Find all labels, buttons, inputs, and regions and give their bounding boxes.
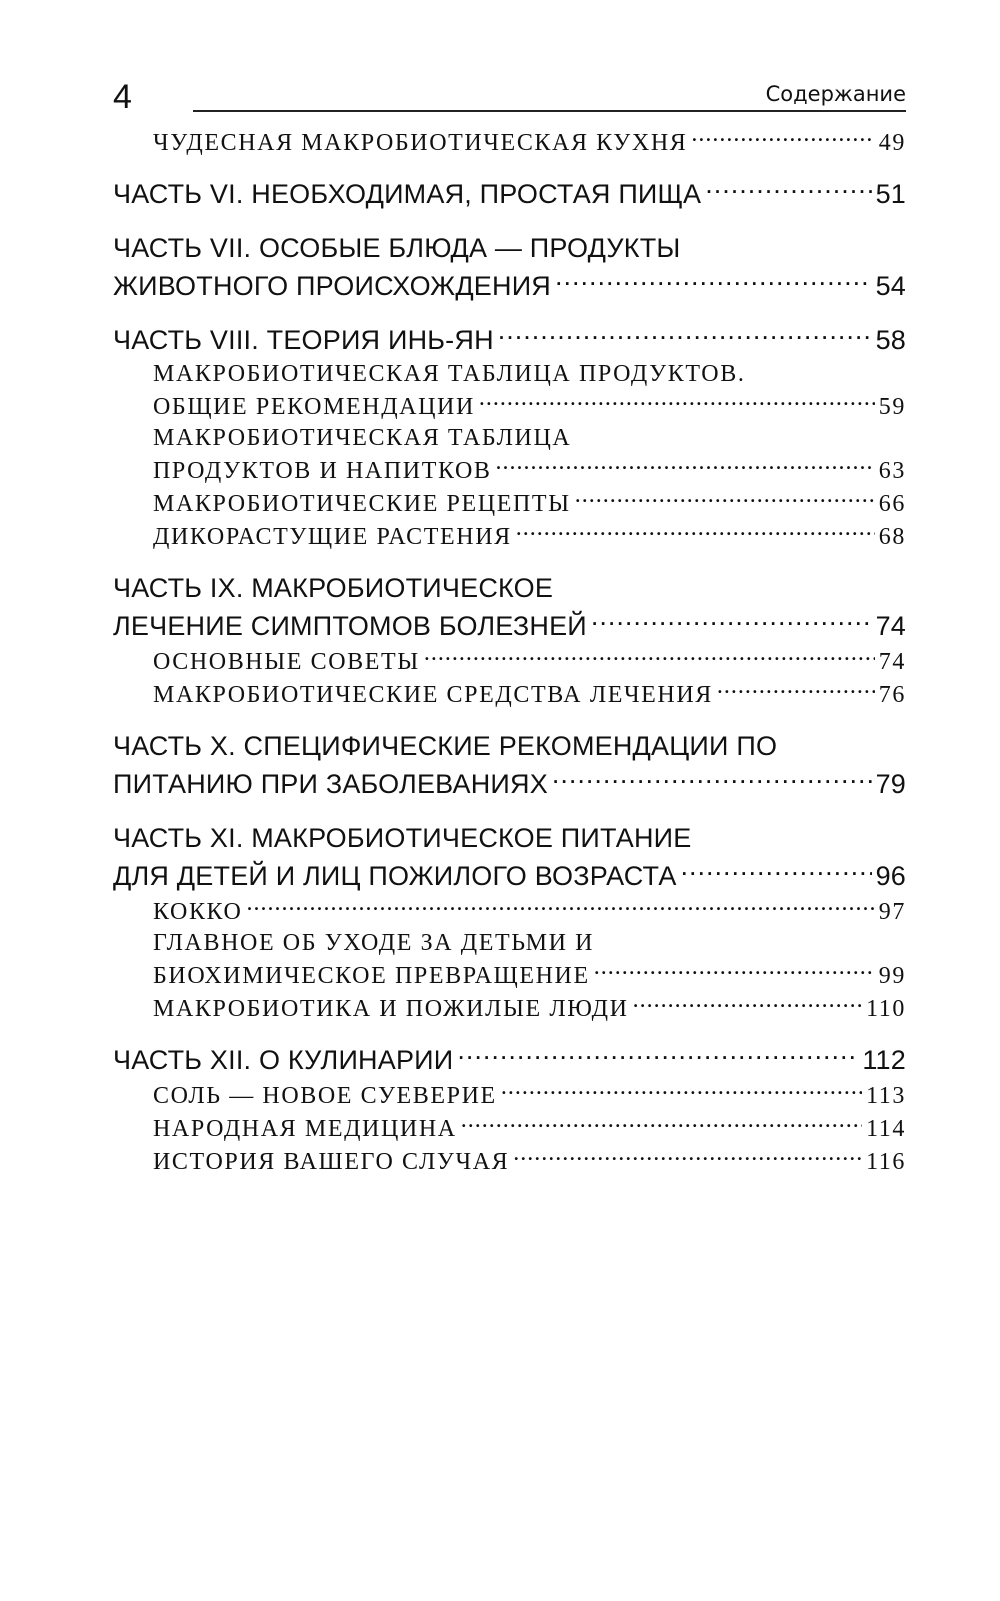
toc-section [113, 229, 906, 305]
dot-leader [479, 390, 875, 414]
toc-part-entry [113, 819, 906, 895]
toc-sub-entry [113, 1145, 906, 1178]
toc-sub-entry [113, 645, 906, 678]
toc-entry-title: ЧАСТЬ VII. ОСОБЫЕ БЛЮДА — ПРОДУКТЫ [113, 233, 681, 263]
dot-leader [575, 487, 875, 511]
toc-line [113, 487, 906, 520]
toc-line [113, 819, 906, 857]
dot-leader [501, 1079, 862, 1103]
toc-line [113, 569, 906, 607]
dot-leader [498, 322, 872, 349]
toc-sub-entry [113, 487, 906, 520]
toc-entry-title: ЖИВОТНОГО ПРОИСХОЖДЕНИЯ [113, 271, 552, 301]
toc-page-number: 99 [878, 963, 906, 989]
dot-leader [552, 766, 872, 793]
toc-section [113, 569, 906, 711]
toc-line [113, 454, 906, 487]
toc-section [113, 819, 906, 1025]
toc-line [113, 359, 906, 390]
toc-line [113, 1145, 906, 1178]
toc-sub-entry [113, 423, 906, 487]
toc-entry-title: КОККО [153, 899, 243, 925]
toc-entry-title: ЧАСТЬ XI. МАКРОБИОТИЧЕСКОЕ ПИТАНИЕ [113, 823, 692, 853]
toc-sub-entry [113, 1112, 906, 1145]
toc-entry-title: ИСТОРИЯ ВАШЕГО СЛУЧАЯ [153, 1149, 510, 1175]
toc-section [113, 321, 906, 553]
toc-sub-entry [113, 678, 906, 711]
toc-page-number: 112 [862, 1045, 906, 1075]
toc-page-number: 68 [878, 524, 906, 550]
toc-line [113, 992, 906, 1025]
toc-entry-title: ДИКОРАСТУЩИЕ РАСТЕНИЯ [153, 524, 512, 550]
toc-part-entry [113, 229, 906, 305]
dot-leader [633, 992, 863, 1016]
toc-page-number: 58 [875, 325, 906, 355]
toc-section [113, 727, 906, 803]
toc-page-number: 74 [875, 611, 906, 641]
toc-page-number: 76 [878, 682, 906, 708]
toc-entry-title: ЛЕЧЕНИЕ СИМПТОМОВ БОЛЕЗНЕЙ [113, 611, 587, 641]
toc-page-number: 114 [866, 1116, 906, 1142]
dot-leader [591, 608, 872, 635]
toc-page-number: 66 [878, 491, 906, 517]
toc-sub-entry [113, 992, 906, 1025]
toc-sub-entry [113, 895, 906, 928]
toc-line [113, 857, 906, 895]
toc-entry-title: ДЛЯ ДЕТЕЙ И ЛИЦ ПОЖИЛОГО ВОЗРАСТА [113, 861, 677, 891]
toc-line [113, 928, 906, 959]
toc-line [113, 607, 906, 645]
running-head: Содержание [760, 82, 906, 106]
toc-page-number: 49 [878, 130, 906, 156]
toc-entry-title: ПИТАНИЮ ПРИ ЗАБОЛЕВАНИЯХ [113, 769, 548, 799]
toc-entry-title: ЧАСТЬ X. СПЕЦИФИЧЕСКИЕ РЕКОМЕНДАЦИИ ПО [113, 731, 778, 761]
toc-page-number: 110 [866, 996, 906, 1022]
toc-sub-entry [113, 126, 906, 159]
toc-part-entry [113, 727, 906, 803]
toc-line [113, 175, 906, 213]
toc-entry-title: МАКРОБИОТИЧЕСКИЕ РЕЦЕПТЫ [153, 491, 571, 517]
toc-page-number: 74 [878, 649, 906, 675]
toc-line [113, 959, 906, 992]
dot-leader [705, 176, 871, 203]
toc-section [113, 126, 906, 159]
dot-leader [513, 1145, 862, 1169]
toc-line [113, 390, 906, 423]
toc-line [113, 1112, 906, 1145]
dot-leader [681, 858, 872, 885]
toc-page-number: 96 [875, 861, 906, 891]
dot-leader [457, 1042, 858, 1069]
toc-line [113, 126, 906, 159]
toc-page-number: 54 [875, 271, 906, 301]
dot-leader [496, 454, 875, 478]
toc-part-entry [113, 1041, 906, 1079]
toc-entry-title: ЧУДЕСНАЯ МАКРОБИОТИЧЕСКАЯ КУХНЯ [153, 130, 688, 156]
dot-leader [691, 126, 874, 150]
toc-entry-title: ПРОДУКТОВ И НАПИТКОВ [153, 458, 492, 484]
toc-section [113, 175, 906, 213]
toc-sub-entry [113, 359, 906, 423]
toc-entry-title: ОБЩИЕ РЕКОМЕНДАЦИИ [153, 394, 475, 420]
header-rule [193, 110, 906, 112]
table-of-contents [113, 126, 906, 1178]
toc-entry-title: ЧАСТЬ XII. О КУЛИНАРИИ [113, 1045, 454, 1075]
toc-line [113, 645, 906, 678]
toc-entry-title: МАКРОБИОТИЧЕСКИЕ СРЕДСТВА ЛЕЧЕНИЯ [153, 682, 713, 708]
toc-part-entry [113, 175, 906, 213]
toc-section [113, 1041, 906, 1178]
toc-page-number: 59 [878, 394, 906, 420]
toc-page-number: 116 [866, 1149, 906, 1175]
toc-entry-title: ЧАСТЬ VI. НЕОБХОДИМАЯ, ПРОСТАЯ ПИЩА [113, 179, 702, 209]
toc-entry-title: МАКРОБИОТИЧЕСКАЯ ТАБЛИЦА ПРОДУКТОВ. [153, 361, 746, 387]
toc-entry-title: МАКРОБИОТИЧЕСКАЯ ТАБЛИЦА [153, 425, 572, 451]
toc-part-entry [113, 569, 906, 645]
toc-page-number: 113 [866, 1083, 906, 1109]
toc-line [113, 1041, 906, 1079]
toc-sub-entry [113, 1079, 906, 1112]
toc-page-number: 97 [878, 899, 906, 925]
toc-line [113, 520, 906, 553]
toc-sub-entry [113, 928, 906, 992]
toc-entry-title: НАРОДНАЯ МЕДИЦИНА [153, 1116, 457, 1142]
dot-leader [717, 678, 875, 702]
toc-line [113, 678, 906, 711]
toc-entry-title: МАКРОБИОТИКА И ПОЖИЛЫЕ ЛЮДИ [153, 996, 629, 1022]
toc-line [113, 321, 906, 359]
toc-line [113, 727, 906, 765]
toc-sub-entry [113, 520, 906, 553]
dot-leader [247, 895, 875, 919]
toc-page-number: 51 [875, 179, 906, 209]
dot-leader [516, 520, 875, 544]
toc-page-number: 79 [875, 769, 906, 799]
toc-entry-title: ЧАСТЬ IX. МАКРОБИОТИЧЕСКОЕ [113, 573, 554, 603]
toc-line [113, 1079, 906, 1112]
toc-line [113, 423, 906, 454]
dot-leader [461, 1112, 862, 1136]
toc-page-number: 63 [878, 458, 906, 484]
toc-entry-title: БИОХИМИЧЕСКОЕ ПРЕВРАЩЕНИЕ [153, 963, 590, 989]
toc-line [113, 229, 906, 267]
dot-leader [555, 268, 872, 295]
toc-part-entry [113, 321, 906, 359]
toc-line [113, 765, 906, 803]
page-header [113, 78, 906, 118]
toc-entry-title: ЧАСТЬ VIII. ТЕОРИЯ ИНЬ-ЯН [113, 325, 494, 355]
toc-line [113, 895, 906, 928]
toc-entry-title: ОСНОВНЫЕ СОВЕТЫ [153, 649, 420, 675]
page-number: 4 [113, 78, 132, 116]
dot-leader [594, 959, 875, 983]
toc-entry-title: СОЛЬ — НОВОЕ СУЕВЕРИЕ [153, 1083, 497, 1109]
dot-leader [424, 645, 875, 669]
toc-line [113, 267, 906, 305]
toc-entry-title: ГЛАВНОЕ ОБ УХОДЕ ЗА ДЕТЬМИ И [153, 930, 595, 956]
